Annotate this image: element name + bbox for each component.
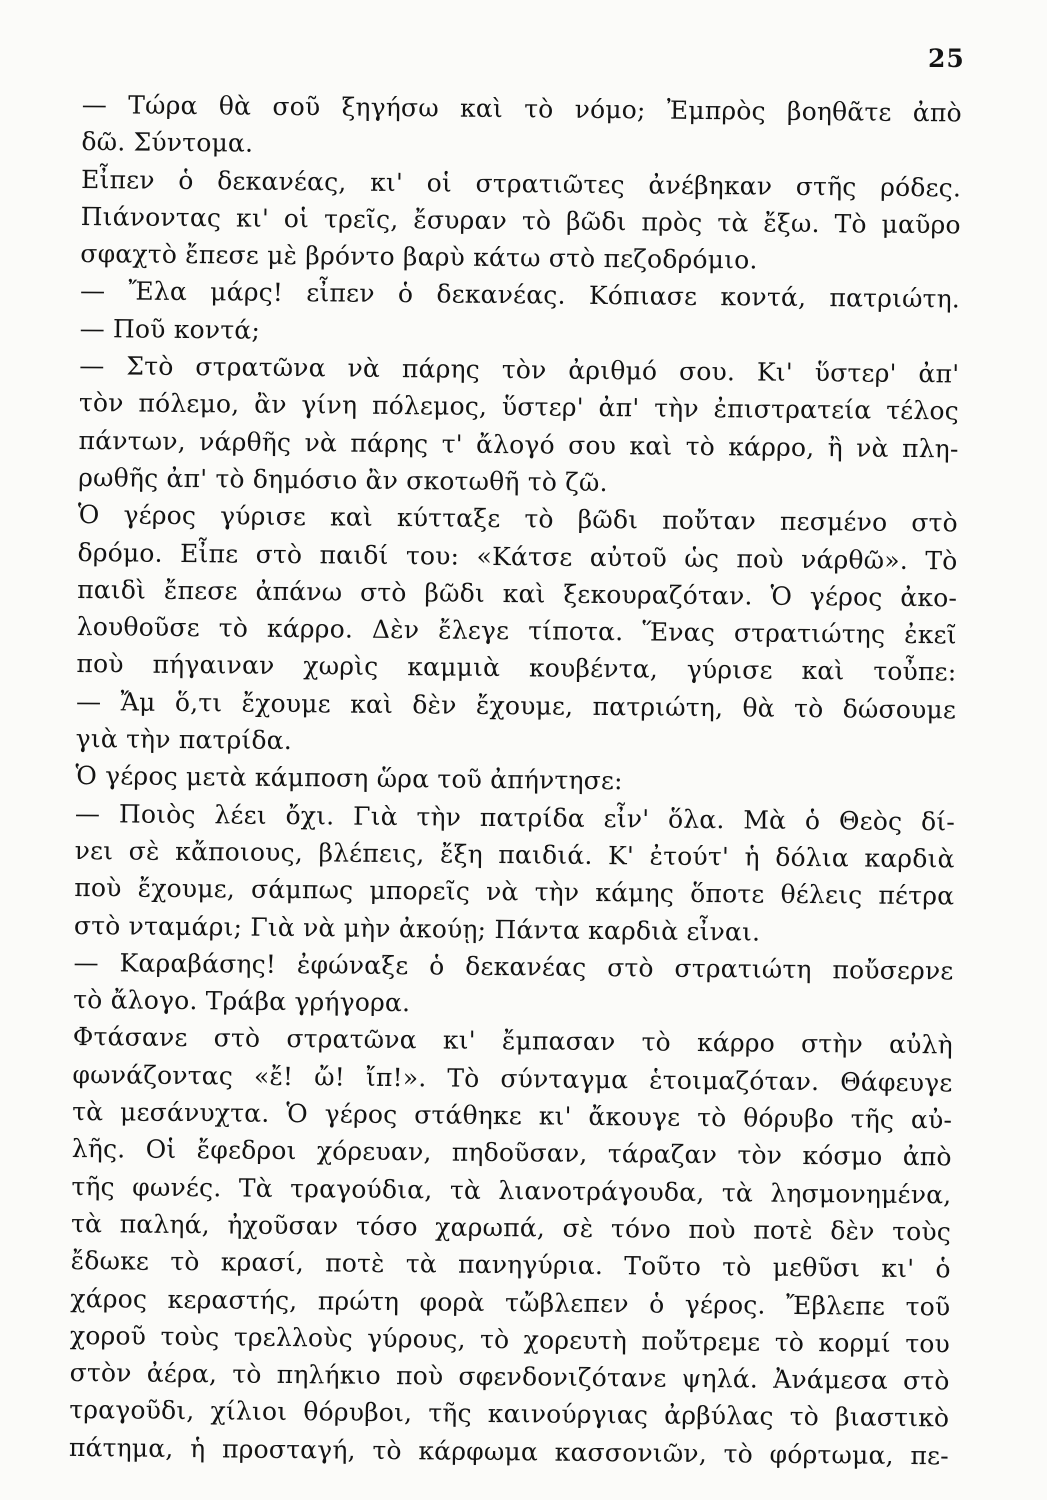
text-line: νει σὲ κἄποιους, βλέπεις, ἔξη παιδιά. Κ' ἐτούτ' ἡ δόλια καρδιὰ — [74, 835, 955, 874]
text-line: ποὺ ἔχουμε, σάμπως μπορεῖς νὰ τὴν κάμης ὅποτε θέλεις πέτρα — [74, 873, 955, 911]
text-line: στὸν ἀέρα, τὸ πηλήκιο ποὺ σφενδονιζότανε ψηλά. Ἀνάμεσα στὸ — [69, 1358, 950, 1396]
text-line: Ὁ γέρος μετὰ κάμποση ὥρα τοῦ ἀπήντησε: — [75, 761, 623, 796]
text-line: γιὰ τὴν πατρίδα. — [75, 724, 293, 756]
text-line: — Ποιὸς λέει ὄχι. Γιὰ τὴν πατρίδα εἶν' ὅλα. Μὰ ὁ Θεὸς δί- — [74, 798, 956, 837]
text-line: δρόμο. Εἶπε στὸ παιδί του: «Κάτσε αὐτοῦ ὡς ποὺ νάρθῶ». Τὸ — [77, 537, 958, 575]
text-line: τὰ μεσάνυχτα. Ὁ γέρος στάθηκε κι' ἄκουγε τὸ θόρυβο τῆς αὐ- — [72, 1096, 953, 1135]
text-line: — Ἔλα μάρς! εἶπεν ὁ δεκανέας. Κόπιασε κοντά, πατριώτη. — [79, 276, 961, 314]
page-number: 25 — [928, 44, 965, 73]
text-line: ποὺ πήγαιναν χωρὶς καμμιὰ κουβέντα, γύρισε καὶ τοὖπε: — [76, 649, 957, 687]
text-line: Φτάσανε στὸ στρατῶνα κι' ἔμπασαν τὸ κάρρο στὴν αὐλὴ — [72, 1022, 953, 1060]
text-line: — Καραβάσης! ἐφώναξε ὁ δεκανέας στὸ στρατιώτη ποὔσερνε — [73, 947, 954, 986]
text-line: Εἶπεν ὁ δεκανέας, κι' οἱ στρατιῶτες ἀνέβηκαν στῆς ρόδες. — [80, 164, 962, 203]
body-text — [69, 86, 962, 1474]
text-line: τὸν πόλεμο, ἂν γίνη πόλεμος, ὕστερ' ἀπ' τὴν ἐπιστρατεία τέλος — [78, 388, 960, 426]
text-line: φωνάζοντας «ἔ! ὤ! ἴπ!». Τὸ σύνταγμα ἑτοιμαζόταν. Θάφευγε — [72, 1059, 953, 1098]
text-line: Ὁ γέρος γύρισε καὶ κύτταξε τὸ βῶδι ποὔταν πεσμένο στὸ — [77, 500, 958, 538]
text-line: δῶ. Σύντομα. — [81, 127, 254, 158]
text-line: ἔδωκε τὸ κρασί, ποτὲ τὰ πανηγύρια. Τοῦτο τὸ μεθῦσι κι' ὁ — [70, 1246, 951, 1284]
text-line: παιδὶ ἔπεσε ἀπάνω στὸ βῶδι καὶ ξεκουραζόταν. Ὁ γέρος ἀκο- — [77, 574, 958, 613]
text-line: ρωθῆς ἀπ' τὸ δημόσιο ἂν σκοτωθῆ τὸ ζῶ. — [78, 462, 608, 498]
text-line: χοροῦ τοὺς τρελλοὺς γύρους, τὸ χορευτὴ ποὔτρεμε τὸ κορμί του — [69, 1320, 951, 1359]
text-line: λουθοῦσε τὸ κάρρο. Δὲν ἔλεγε τίποτα. Ἕνας στρατιώτης ἐκεῖ — [76, 612, 957, 650]
text-line: τραγοῦδι, χίλιοι θόρυβοι, τῆς καινούργιας ἀρβύλας τὸ βιαστικὸ — [69, 1395, 950, 1433]
text-line: στὸ νταμάρι; Γιὰ νὰ μὴν ἀκούῃ; Πάντα καρδιὰ εἶναι. — [73, 910, 761, 947]
text-line: σφαχτὸ ἔπεσε μὲ βρόντο βαρὺ κάτω στὸ πεζοδρόμιο. — [80, 239, 758, 275]
text-line: τῆς φωνές. Τὰ τραγούδια, τὰ λιανοτράγουδα, τὰ λησμονημένα, — [71, 1171, 952, 1210]
text-line: τὰ παληά, ἠχοῦσαν τόσο χαρωπά, σὲ τόνο ποὺ ποτὲ δὲν τοὺς — [70, 1208, 952, 1247]
text-line: — Ἄμ ὅ,τι ἔχουμε καὶ δὲν ἔχουμε, πατριώτη, θὰ τὸ δώσουμε — [75, 686, 957, 725]
text-line: Πιάνοντας κι' οἱ τρεῖς, ἔσυραν τὸ βῶδι πρὸς τὰ ἔξω. Τὸ μαῦρο — [80, 201, 961, 240]
text-line: πάντων, νάρθῆς νὰ πάρης τ' ἄλογό σου καὶ τὸ κάρρο, ἢ νὰ πλη- — [78, 425, 959, 464]
text-line: χάρος κεραστής, πρώτη φορὰ τὤβλεπεν ὁ γέρος. Ἔβλεπε τοῦ — [70, 1283, 951, 1321]
text-line: — Ποῦ κοντά; — [79, 313, 261, 345]
text-line: τὸ ἄλογο. Τράβα γρήγορα. — [73, 985, 411, 1018]
text-line: — Τώρα θὰ σοῦ ξηγήσω καὶ τὸ νόμο; Ἐμπρὸς βοηθᾶτε ἀπὸ — [81, 89, 962, 128]
text-line: — Στὸ στρατῶνα νὰ πάρης τὸν ἀριθμό σου. Κι' ὕστερ' ἀπ' — [79, 351, 960, 389]
text-line: πάτημα, ἡ προσταγή, τὸ κάρφωμα κασσονιῶν, τὸ φόρτωμα, πε- — [68, 1432, 950, 1471]
text-line: λῆς. Οἱ ἔφεδροι χόρευαν, πηδοῦσαν, τάραζαν τὸν κόσμο ἀπὸ — [71, 1134, 952, 1172]
